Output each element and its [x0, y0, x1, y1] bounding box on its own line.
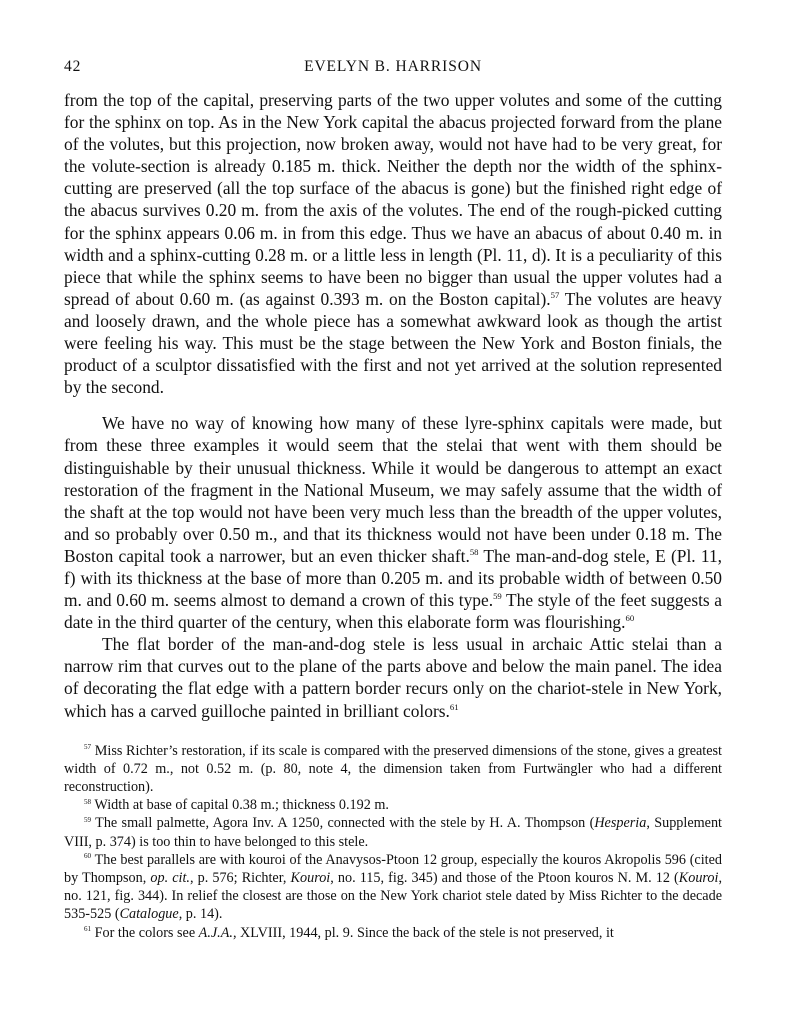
footnote-text: , Supplement VIII, p. 374) is too thin to have belonged to this stele.	[64, 815, 722, 850]
footnote-59	[64, 814, 722, 850]
paragraph	[64, 633, 722, 721]
running-title: EVELYN B. HARRISON	[304, 58, 482, 75]
footnote-text: Miss Richter’s restoration, if its scale is compared with the preserved dimensions of the stone, gives a greatest width of 0.72 m., not 0.52 m. (p. 80, note 4, the dimension taken from Furtwängler who had a different reconstruction).	[64, 742, 722, 796]
footnote-italic: Catalogue	[119, 906, 179, 923]
footnote-ref[interactable]: 60	[625, 613, 635, 624]
footnote-text: For the colors see	[94, 924, 199, 941]
footnote-60	[64, 851, 722, 924]
footnote-ref[interactable]: 59	[493, 591, 502, 602]
body-text	[64, 89, 722, 722]
footnote-58	[64, 796, 722, 814]
footnote-text: , p. 14).	[178, 906, 223, 923]
footnote-61	[64, 924, 722, 942]
footnote-ref[interactable]: 58	[469, 546, 479, 557]
footnote-number: 60	[84, 852, 92, 861]
paragraph-text: from the top of the capital, preserving parts of the two upper volutes and some of the cutting for the sphinx on top. As in the New York capital the abacus projected forward from the plane of the volutes, but this projection, now broken away, would not have had to be very great, for the volute-section is already 0.185 m. thick. Neither the depth nor the width of the sphinx-cutting are preserved (all the top surface of the abacus is gone) but the finished right edge of the abacus survives 0.20 m. from the axis of the volutes. The end of the rough-picked cutting for the sphinx appears 0.06 m. in from this edge. Thus we have an abacus of about 0.40 m. in width and a sphinx-cutting 0.28 m. or a little less in length (Pl. 11, d). It is a peculiarity of this piece that while the sphinx seems to have been no bigger than usual the upper volutes had a spread of about 0.60 m. (as against 0.393 m. on the Boston capital).	[64, 90, 722, 309]
footnote-57	[64, 742, 722, 797]
footnote-text: The best parallels are with kouroi of the Anavysos-Ptoon 12 group, especially the kouros Akropolis 596 (cited by Thompson,	[64, 851, 722, 887]
footnote-italic: op. cit.	[150, 870, 190, 887]
footnote-text: Width at base of capital 0.38 m.; thickness 0.192 m.	[94, 797, 389, 814]
footnote-number: 61	[84, 924, 92, 933]
journal-page	[64, 58, 722, 942]
paragraph-continued	[64, 89, 722, 398]
footnote-ref[interactable]: 61	[449, 701, 459, 712]
footnote-number: 57	[84, 742, 92, 751]
footnote-italic: A.J.A.	[198, 924, 233, 941]
footnote-ref[interactable]: 57	[550, 289, 560, 300]
footnote-text: , no. 121, fig. 344). In relief the closest are those on the New York chariot stele dated by Miss Richter to the decade 535-525 (	[64, 870, 723, 923]
page-number: 42	[64, 58, 82, 75]
paragraph-text: The volutes are heavy and loosely drawn, and the whole piece has a somewhat awkward look as though the artist were feeling his way. This must be the stage between the New York and Boston finials, the product of a sculptor dissatisfied with the first and not yet arrived at the solution represented by the second.	[64, 288, 722, 398]
paragraph	[64, 412, 722, 633]
paragraph-text: We have no way of knowing how many of these lyre-sphinx capitals were made, but from these three examples it would seem that the stelai that went with them should be distinguishable by their unusual thickness. While it would be dangerous to attempt an exact restoration of the fragment in the National Museum, we may safely assume that the width of the shaft at the top would not have been very much less than the breadth of the upper volutes, and so probably over 0.50 m., and that its thickness would not have been under 0.18 m. The Boston capital took a narrower, but an even thicker shaft.	[64, 413, 722, 566]
footnote-text: , no. 115, fig. 345) and those of the Ptoon kouros N. M. 12 (	[330, 870, 679, 887]
running-head	[64, 58, 722, 82]
footnote-text: The small palmette, Agora Inv. A 1250, connected with the stele by H. A. Thompson (	[95, 815, 595, 832]
footnote-text: , XLVIII, 1944, pl. 9. Since the back of the stele is not preserved, it	[232, 924, 614, 941]
footnote-italic: Kouroi	[290, 870, 331, 887]
footnote-italic: Kouroi	[678, 870, 719, 887]
footnote-number: 59	[84, 815, 92, 824]
footnote-text: , p. 576; Richter,	[189, 870, 291, 887]
footnote-number: 58	[84, 797, 92, 806]
paragraph-text: The style of the feet suggests a date in the third quarter of the century, when this elaborate form was flourishing.	[64, 590, 723, 633]
paragraph-text: The man-and-dog stele, E (Pl. 11, f) with its thickness at the base of more than 0.205 m. and its probable width of between 0.50 m. and 0.60 m. seems almost to demand a crown of this type.	[64, 545, 722, 611]
footnote-italic: Hesperia	[594, 815, 647, 832]
footnotes	[64, 742, 722, 942]
paragraph-text: The flat border of the man-and-dog stele is less usual in archaic Attic stelai than a narrow rim that curves out to the plane of the parts above and below the main panel. The idea of decorating the flat edge with a pattern border recurs only on the chariot-stele in New York, which has a carved guilloche painted in brilliant colors.	[64, 634, 722, 721]
